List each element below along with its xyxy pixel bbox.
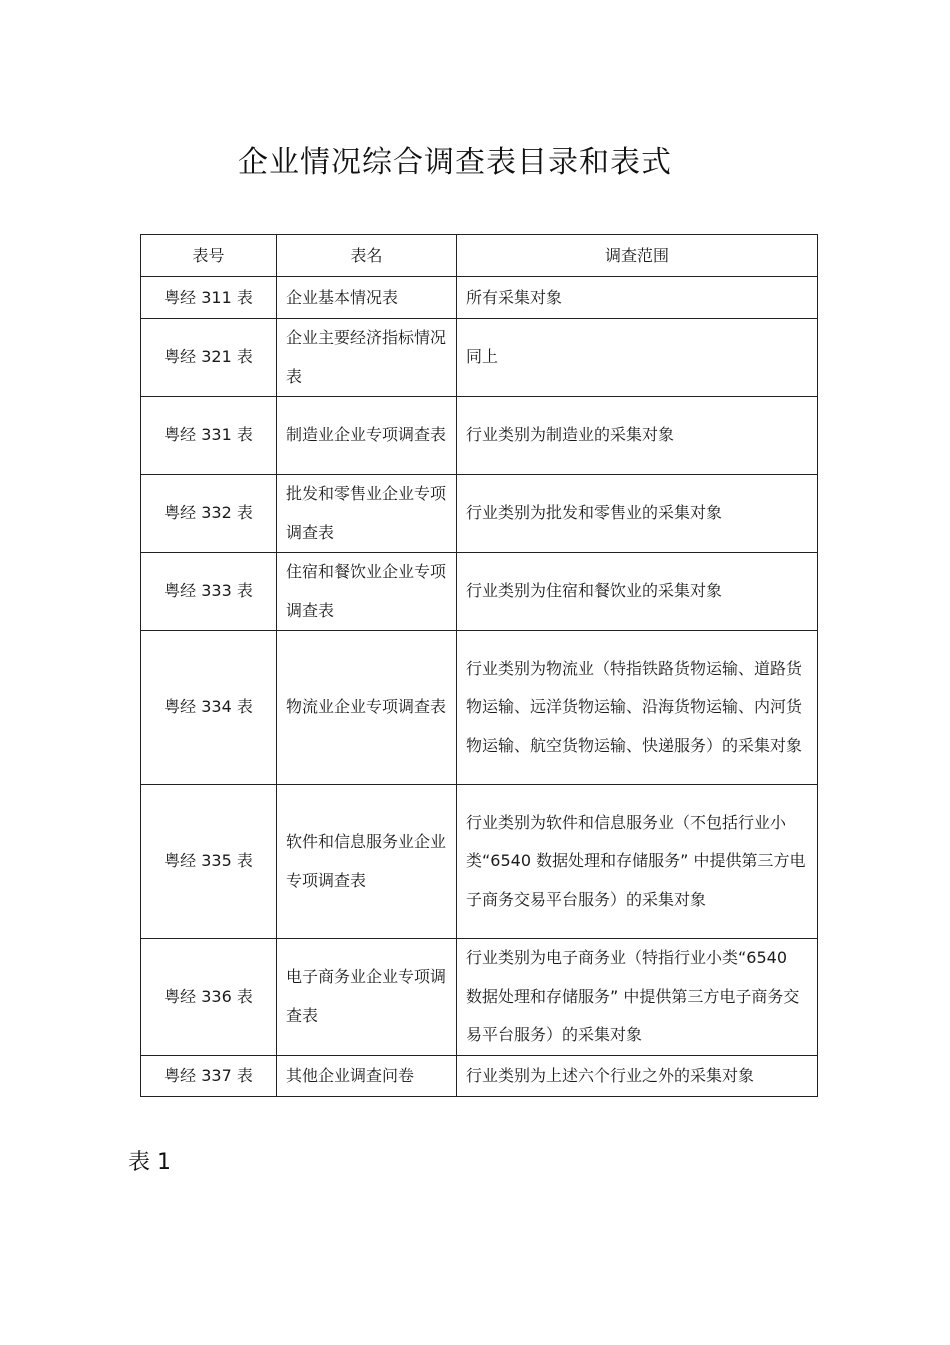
form-code: 粤经 311 表 <box>141 277 277 319</box>
survey-catalog-table <box>140 234 818 1097</box>
header-scope: 调查范围 <box>457 235 818 277</box>
form-name: 物流业企业专项调查表 <box>277 631 457 785</box>
survey-scope: 行业类别为物流业（特指铁路货物运输、道路货物运输、远洋货物运输、沿海货物运输、内河货物运输、航空货物运输、快递服务）的采集对象 <box>457 631 818 785</box>
survey-scope: 行业类别为住宿和餐饮业的采集对象 <box>457 553 818 631</box>
form-name: 企业基本情况表 <box>277 277 457 319</box>
form-name: 批发和零售业企业专项调查表 <box>277 475 457 553</box>
form-code: 粤经 337 表 <box>141 1055 277 1096</box>
table-row <box>141 553 818 631</box>
table-row <box>141 939 818 1056</box>
header-code: 表号 <box>141 235 277 277</box>
table-row <box>141 319 818 397</box>
table-row <box>141 475 818 553</box>
form-code: 粤经 331 表 <box>141 397 277 475</box>
table-row <box>141 785 818 939</box>
survey-scope: 行业类别为上述六个行业之外的采集对象 <box>457 1055 818 1096</box>
form-name: 其他企业调查问卷 <box>277 1055 457 1096</box>
survey-scope: 同上 <box>457 319 818 397</box>
survey-scope: 行业类别为制造业的采集对象 <box>457 397 818 475</box>
table-row <box>141 631 818 785</box>
form-code: 粤经 334 表 <box>141 631 277 785</box>
form-code: 粤经 332 表 <box>141 475 277 553</box>
form-code: 粤经 321 表 <box>141 319 277 397</box>
table-row <box>141 277 818 319</box>
form-code: 粤经 336 表 <box>141 939 277 1056</box>
page-title: 企业情况综合调查表目录和表式 <box>238 145 672 180</box>
form-name: 制造业企业专项调查表 <box>277 397 457 475</box>
header-name: 表名 <box>277 235 457 277</box>
form-code: 粤经 335 表 <box>141 785 277 939</box>
form-name: 企业主要经济指标情况表 <box>277 319 457 397</box>
form-name: 软件和信息服务业企业专项调查表 <box>277 785 457 939</box>
survey-scope: 所有采集对象 <box>457 277 818 319</box>
survey-scope: 行业类别为软件和信息服务业（不包括行业小类“6540 数据处理和存储服务” 中提供第三方电子商务交易平台服务）的采集对象 <box>457 785 818 939</box>
form-name: 电子商务业企业专项调查表 <box>277 939 457 1056</box>
form-name: 住宿和餐饮业企业专项调查表 <box>277 553 457 631</box>
survey-scope: 行业类别为批发和零售业的采集对象 <box>457 475 818 553</box>
survey-scope: 行业类别为电子商务业（特指行业小类“6540 数据处理和存储服务” 中提供第三方电子商务交易平台服务）的采集对象 <box>457 939 818 1056</box>
table-row <box>141 1055 818 1096</box>
table-row <box>141 397 818 475</box>
table-header-row <box>141 235 818 277</box>
table-caption: 表 1 <box>128 1150 171 1175</box>
form-code: 粤经 333 表 <box>141 553 277 631</box>
